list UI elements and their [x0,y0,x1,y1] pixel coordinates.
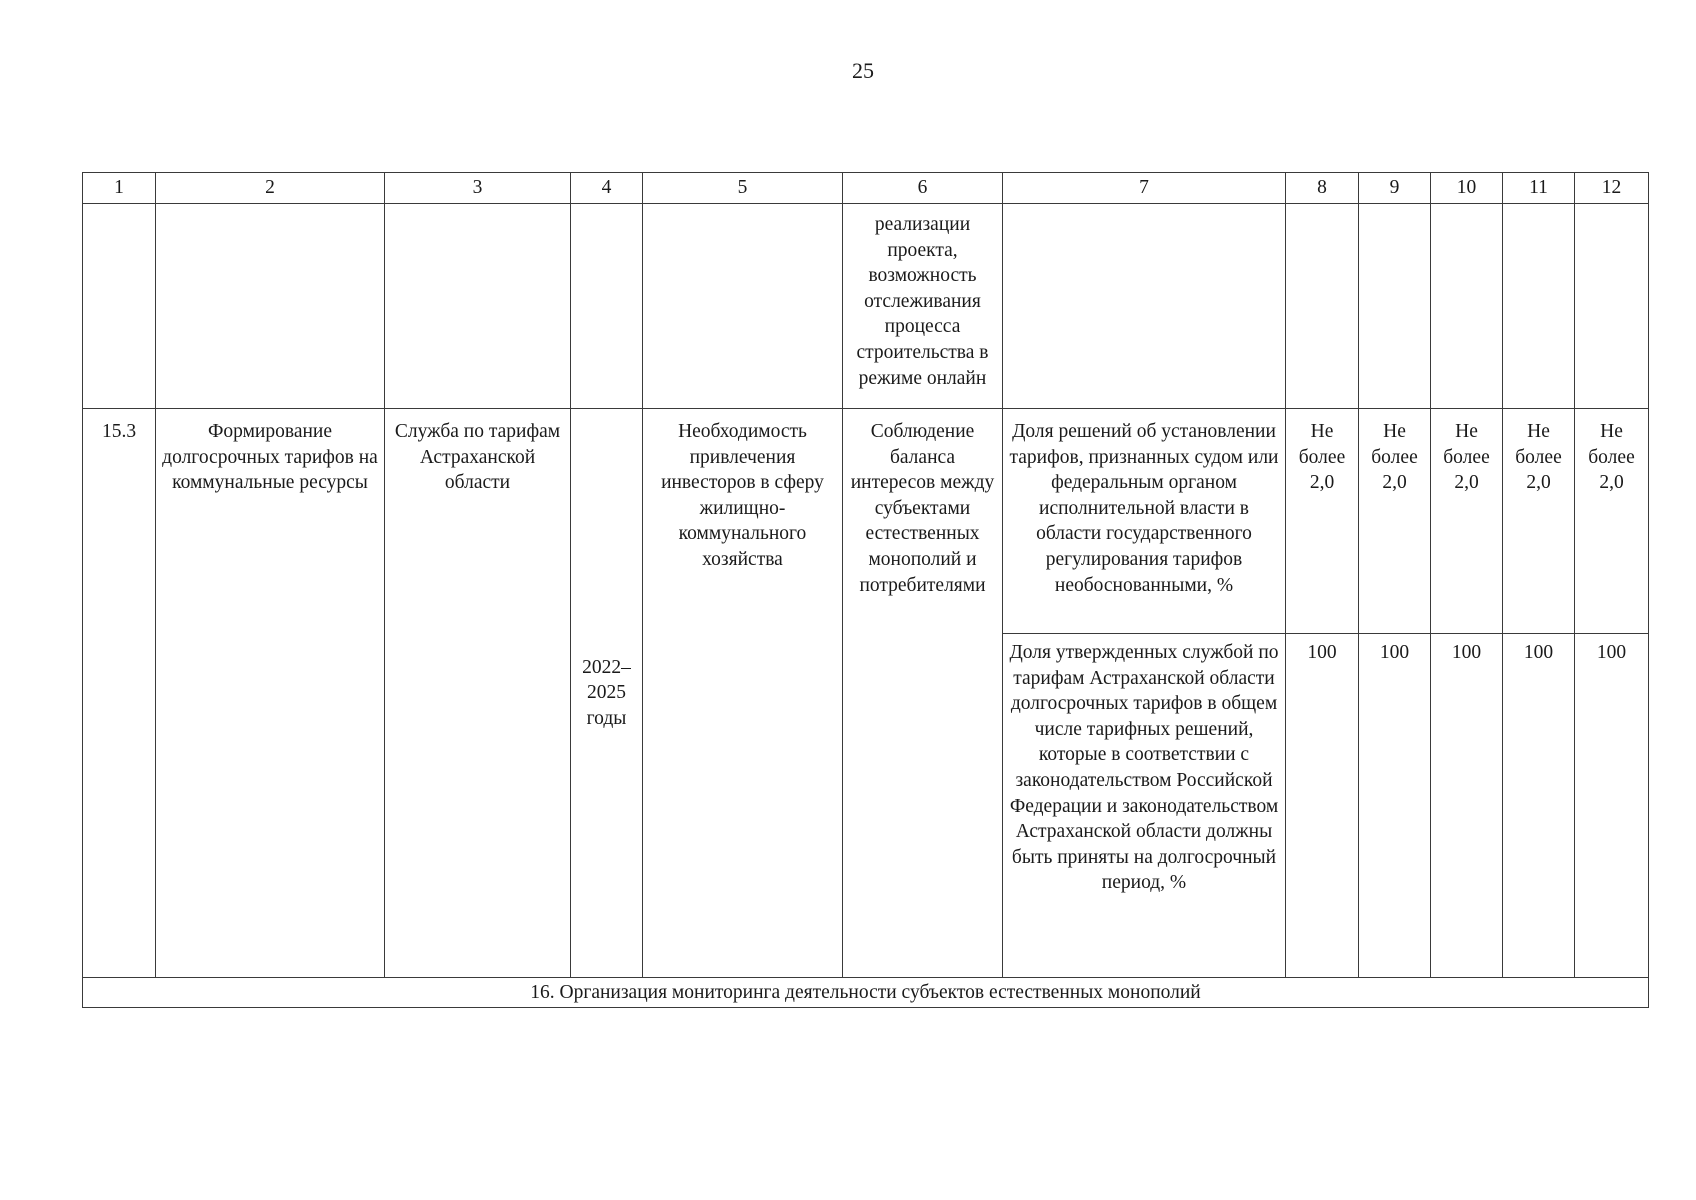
result-cell: Соблюдение баланса интересов между субъектами естественных монополий и потребителями [843,409,1003,978]
column-number-cell: 1 [83,173,156,204]
empty-cell [1359,204,1431,409]
empty-cell [1431,204,1503,409]
empty-cell [83,204,156,409]
empty-cell [1503,204,1575,409]
indicator-value-cell: Не более 2,0 [1431,409,1503,634]
column-number-cell: 12 [1575,173,1649,204]
empty-cell [156,204,385,409]
column-number-cell: 4 [571,173,643,204]
column-number-cell: 6 [843,173,1003,204]
empty-cell [1575,204,1649,409]
continuation-row [83,204,1649,409]
column-number-cell: 5 [643,173,843,204]
indicator-name-cell: Доля решений об установлении тарифов, признанных судом или федеральным органом исполнительной власти в области государственного регулирования тарифов необоснованными, % [1003,409,1286,634]
empty-cell [1286,204,1359,409]
column-number-cell: 11 [1503,173,1575,204]
empty-cell [1003,204,1286,409]
executor-cell: Служба по тарифам Астраханской области [385,409,571,978]
indicator-value-cell: 100 [1286,634,1359,978]
indicator-value-cell: 100 [1431,634,1503,978]
column-number-row [83,173,1649,204]
result-continuation-cell: реализации проекта, возможность отслеживания процесса строительства в режиме онлайн [843,204,1003,409]
period-cell: 2022–2025 годы [571,409,643,978]
indicator-value-cell: Не более 2,0 [1503,409,1575,634]
indicator-value-cell: 100 [1575,634,1649,978]
indicator-value-cell: Не более 2,0 [1359,409,1431,634]
indicator-value-cell: 100 [1359,634,1431,978]
table-row-15-3 [83,409,1649,634]
column-number-cell: 7 [1003,173,1286,204]
problem-cell: Необходимость привлечения инвесторов в сферу жилищно-коммунального хозяйства [643,409,843,978]
measure-name-cell: Формирование долгосрочных тарифов на коммунальные ресурсы [156,409,385,978]
section-heading-row [83,978,1649,1008]
measure-number-cell: 15.3 [83,409,156,978]
empty-cell [385,204,571,409]
section-heading: 16. Организация мониторинга деятельности субъектов естественных монополий [83,978,1649,1008]
empty-cell [643,204,843,409]
column-number-cell: 3 [385,173,571,204]
column-number-cell: 9 [1359,173,1431,204]
empty-cell [571,204,643,409]
indicator-value-cell: Не более 2,0 [1575,409,1649,634]
column-number-cell: 10 [1431,173,1503,204]
column-number-cell: 2 [156,173,385,204]
indicator-value-cell: 100 [1503,634,1575,978]
page-number: 25 [852,58,874,83]
indicator-value-cell: Не более 2,0 [1286,409,1359,634]
measures-table [82,172,1649,1008]
column-number-cell: 8 [1286,173,1359,204]
indicator-name-cell: Доля утвержденных службой по тарифам Астраханской области долгосрочных тарифов в общем числе тарифных решений, которые в соответствии с законодательством Российской Федерации и законодательством Астраханской области должны быть приняты на долгосрочный период, % [1003,634,1286,978]
